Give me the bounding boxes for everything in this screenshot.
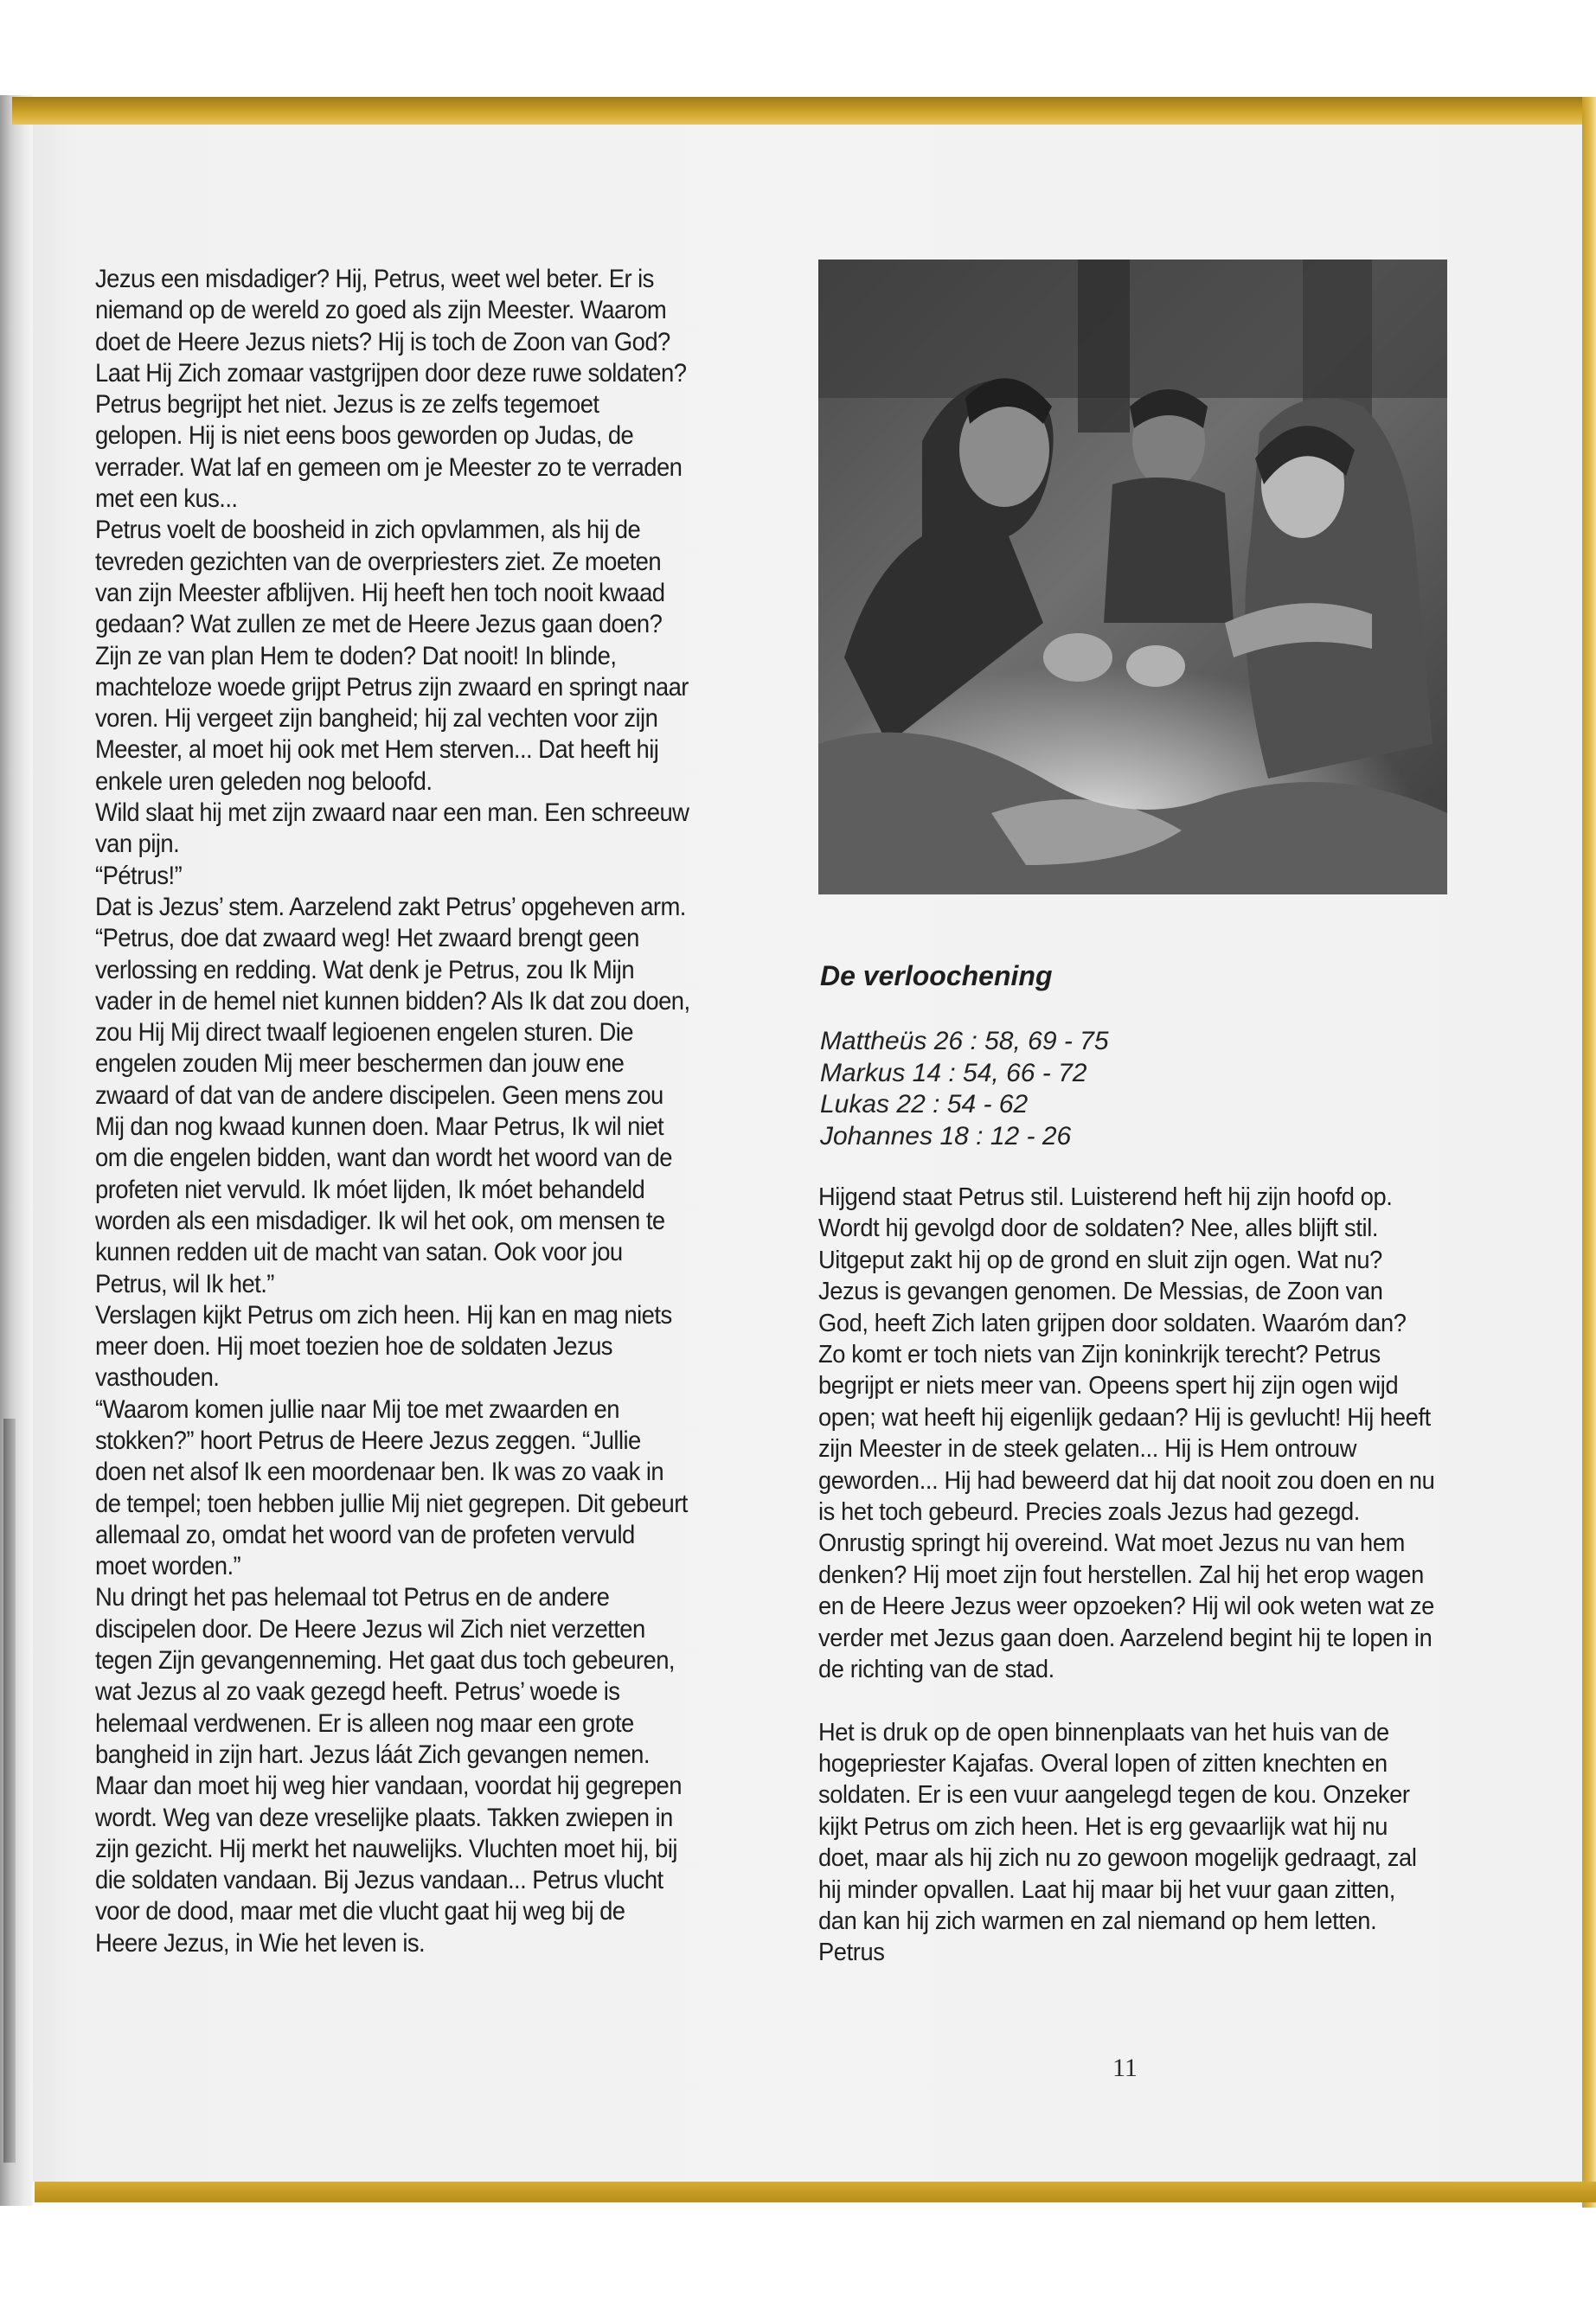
scripture-reference: Markus 14 : 54, 66 - 72 [820,1058,1087,1087]
right-text-column [818,1182,1436,1969]
left-paragraph: Wild slaat hij met zijn zwaard naar een man. Een schreeuw van pijn. [95,798,689,859]
left-paragraph: “Waarom komen jullie naar Mij toe met zwaarden en stokken?” hoort Petrus de Heere Jezus zeggen. “Jullie doen net alsof Ik een moordenaar ben. Ik was zo vaak in de tempel; toen hebben jullie Mij niet gegrepen. Dit gebeurt allemaal zo, omdat het woord van de profeten vervuld moet worden.” [95,1394,688,1581]
left-paragraph: Petrus voelt de boosheid in zich opvlammen, als hij de tevreden gezichten van de overpriesters ziet. Ze moeten van zijn Meester afblijven. Hij heeft hen toch nooit kwaad gedaan? Wat zullen ze met de Heere Jezus gaan doen? Zijn ze van plan Hem te doden? Dat nooit! In blinde, machteloze woede grijpt Petrus zijn zwaard en springt naar voren. Hij vergeet zijn bangheid; hij zal vechten voor zijn Meester, al moet hij ook met Hem sterven... Dat heeft hij enkele uren geleden nog beloofd. [95,516,689,796]
scripture-reference: Johannes 18 : 12 - 26 [820,1121,1072,1150]
illustration-graphic [818,260,1447,894]
section-title: De verloochening [820,960,1053,991]
paragraph-gap [818,1686,1436,1717]
right-paragraph: Het is druk op de open binnenplaats van het huis van de hogepriester Kajafas. Overal lopen of zitten knechten en soldaten. Er is een vuur aangelegd tegen de kou. Onzeker kijkt Petrus om zich heen. Het is erg gevaarlijk wat hij nu doet, maar als hij zich nu zo gewoon mogelijk gedraagt, zal hij minder opvallen. Laat hij maar bij het vuur gaan zitten, dan kan hij zich warmen en zal niemand op hem letten. Petrus [818,1718,1417,1967]
watercolor-illustration [818,260,1447,894]
book-cover-bottom-edge [35,2182,1596,2202]
book-cover-top-edge [12,97,1592,125]
scripture-reference: Mattheüs 26 : 58, 69 - 75 [820,1027,1109,1055]
scripture-references [820,1026,1109,1152]
left-paragraph: Nu dringt het pas helemaal tot Petrus en de andere discipelen door. De Heere Jezus wil Zich niet verzetten tegen Zijn gevangenneming. Het gaat dus toch gebeuren, wat Jezus al zo vaak gezegd heeft. Petrus’ woede is helemaal verdwenen. Er is alleen nog maar een grote bangheid in zijn hart. Jezus láát Zich gevangen nemen. Maar dan moet hij weg hier vandaan, voordat hij gegrepen wordt. Weg van deze vreselijke plaats. Takken zwiepen in zijn gezicht. Hij merkt het nauwelijks. Vluchten moet hij, bij die soldaten vandaan. Bij Jezus vandaan... Petrus vlucht voor de dood, maar met die vlucht gaat hij weg bij de Heere Jezus, in Wie het leven is. [95,1583,682,1958]
left-paragraph: Dat is Jezus’ stem. Aarzelend zakt Petrus’ opgeheven arm. “Petrus, doe dat zwaard weg! Het zwaard brengt geen verlossing en redding. Wat denk je Petrus, zou Ik Mijn vader in de hemel niet kunnen bidden? Als Ik dat zou doen, zou Hij Mij direct twaalf legioenen engelen sturen. Die engelen zouden Mij meer beschermen dan jouw ene zwaard of dat van de andere discipelen. Geen mens zou Mij dan nog kwaad kunnen doen. Maar Petrus, Ik wil niet om die engelen bidden, want dan wordt het woord van de profeten niet vervuld. Ik móet lijden, Ik móet behandeld worden als een misdadiger. Ik wil het ook, om mensen te kunnen redden uit de macht van satan. Ook voor jou Petrus, wil Ik het.” [95,892,690,1298]
book-cover-right-edge [1582,97,1596,2208]
scripture-reference: Lukas 22 : 54 - 62 [820,1090,1029,1118]
book-spine-edge [0,95,33,2206]
left-paragraph: Jezus een misdadiger? Hij, Petrus, weet wel beter. Er is niemand op de wereld zo goed als zijn Meester. Waarom doet de Heere Jezus niets? Hij is toch de Zoon van God? Laat Hij Zich zomaar vastgrijpen door deze ruwe soldaten? Petrus begrijpt het niet. Jezus is ze zelfs tegemoet gelopen. Hij is niet eens boos geworden op Judas, de verrader. Wat laf en gemeen om je Meester zo te verraden met een kus... [95,265,687,514]
left-text-column [95,264,690,1959]
left-paragraph: “Pétrus!” [95,861,183,890]
right-paragraph: Hijgend staat Petrus stil. Luisterend heft hij zijn hoofd op. Wordt hij gevolgd door de soldaten? Nee, alles blijft stil. Uitgeput zakt hij op de grond en sluit zijn ogen. Wat nu? Jezus is gevangen genomen. De Messias, de Zoon van God, heeft Zich laten grijpen door soldaten. Waaróm dan? Zo komt er toch niets van Zijn koninkrijk terecht? Petrus begrijpt er niets meer van. Opeens spert hij zijn ogen wijd open; wat heeft hij eigenlijk gedaan? Hij is gevlucht! Hij heeft zijn Meester in de steek gelaten... Hij is Hem ontrouw geworden... Hij had beweerd dat hij dat nooit zou doen en nu is het toch gebeurd. Precies zoals Jezus had gezegd. Onrustig springt hij overeind. Wat moet Jezus nu van hem denken? Hij moet zijn fout herstellen. Zal hij het erop wagen en de Heere Jezus weer opzoeken? Hij wil ook weten wat ze verder met Jezus gaan doen. Aarzelend begint hij te lopen in de richting van de stad. [818,1183,1435,1684]
page-number: 11 [1112,2054,1138,2082]
left-paragraph: Verslagen kijkt Petrus om zich heen. Hij kan en mag niets meer doen. Hij moet toezien hoe de soldaten Jezus vasthouden. [95,1300,672,1393]
